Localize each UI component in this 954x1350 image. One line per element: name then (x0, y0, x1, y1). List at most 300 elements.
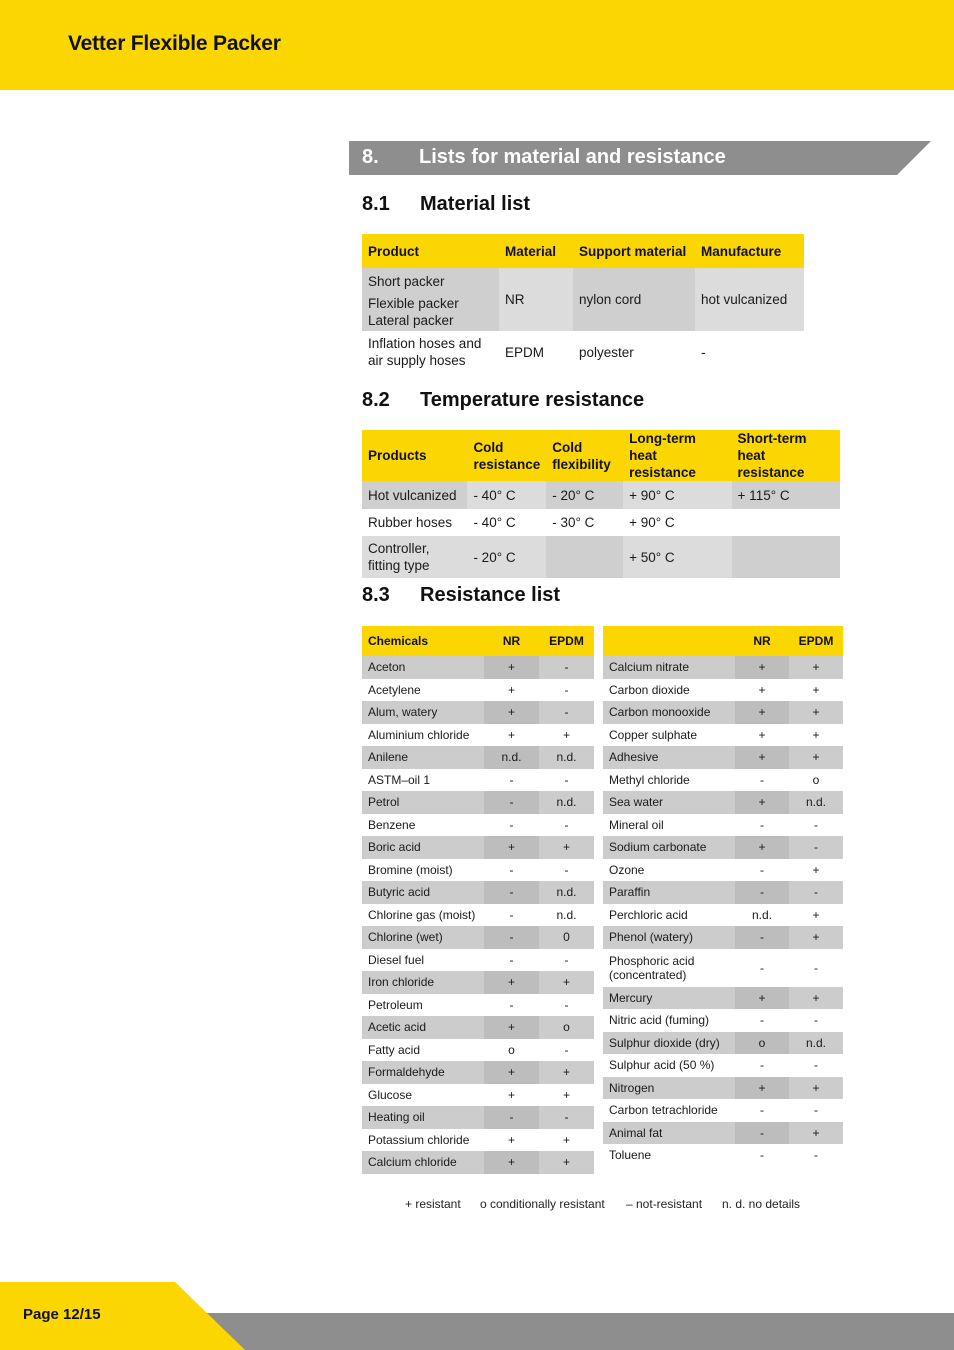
resistance-row (603, 656, 843, 679)
epdm-value: + (812, 862, 820, 877)
resistance-heading (362, 584, 560, 607)
chemical-name-line: Potassium chloride (368, 1132, 470, 1147)
temp-cold-flex (546, 536, 623, 578)
epdm-value: - (814, 960, 818, 975)
resistance-row (603, 1032, 843, 1055)
resistance-row (362, 769, 594, 792)
chemical-name-line: Perchloric acid (609, 907, 688, 922)
product-line: fitting type (368, 558, 430, 573)
chemical-name-line: Carbon dioxide (609, 682, 690, 697)
epdm-value: o (539, 1016, 594, 1039)
material-col-product: Product (362, 234, 499, 268)
chemical-name (603, 1077, 735, 1100)
nr-value: + (507, 682, 515, 697)
resistance-right-header (603, 626, 843, 656)
col-epdm: EPDM (789, 626, 843, 656)
product-line: Controller, (368, 541, 430, 556)
epdm-value: + (539, 1151, 594, 1174)
chemical-name (603, 769, 735, 792)
temperature-heading-text: Temperature resistance (420, 389, 645, 411)
chemical-name-line: Boric acid (368, 840, 421, 855)
chemical-name-line: Acetylene (368, 682, 421, 697)
chemical-name (603, 791, 735, 814)
nr-value: o (735, 1032, 789, 1055)
chemical-name-line: (concentrated) (609, 967, 687, 982)
nr-value: + (735, 987, 789, 1010)
resistance-row (362, 949, 594, 972)
resistance-heading-text: Resistance list (420, 584, 561, 606)
material-col-material: Material (499, 234, 573, 268)
nr-value: - (735, 881, 789, 904)
epdm-value: - (539, 1106, 594, 1129)
chemical-name-line: Bromine (moist) (368, 862, 453, 877)
temp-short-heat (732, 536, 840, 578)
legend-conditional: o conditionally resistant (480, 1197, 605, 1211)
chemical-name (603, 949, 735, 987)
epdm-value: + (789, 1122, 843, 1145)
chemical-name (362, 746, 484, 769)
temp-short-heat (732, 509, 840, 536)
epdm-value: - (564, 862, 569, 877)
chemical-name (603, 814, 735, 837)
col-label: resistance (473, 456, 541, 472)
page-number: Page 12/15 (23, 1306, 101, 1323)
chemical-name-line: Benzene (368, 817, 416, 832)
epdm-value: - (814, 817, 818, 832)
chemical-name-line: Petrol (368, 795, 400, 810)
temp-long-heat: + 90° C (623, 481, 731, 509)
temperature-header-row (362, 430, 840, 481)
chemical-name-line: Calcium nitrate (609, 660, 690, 675)
chemical-name (362, 791, 484, 814)
manufacture-value: - (701, 344, 706, 360)
chemical-name-line: Heating oil (368, 1110, 425, 1125)
chemical-name (603, 859, 735, 882)
temp-product (362, 536, 467, 578)
nr-value: - (484, 791, 539, 814)
section-number: 8. (362, 146, 379, 168)
chemical-name (603, 836, 735, 859)
epdm-value: n.d. (539, 791, 594, 814)
nr-value: + (735, 1077, 789, 1100)
product-line: Inflation hoses and (368, 336, 482, 351)
resistance-row (362, 1106, 594, 1129)
resistance-row (362, 1151, 594, 1174)
resistance-row (362, 926, 594, 949)
epdm-value: + (789, 987, 843, 1010)
chemical-name (362, 971, 484, 994)
chemical-name-line: Copper sulphate (609, 727, 698, 742)
chemical-name-line: Anilene (368, 750, 409, 765)
col-label: Products (368, 448, 427, 463)
chemical-name (362, 949, 484, 972)
epdm-value: + (562, 727, 570, 742)
chemical-name-line: Glucose (368, 1087, 413, 1102)
chemical-name-line: Mercury (609, 990, 653, 1005)
epdm-value: n.d. (789, 1032, 843, 1055)
chemical-name (362, 1129, 484, 1152)
epdm-value: + (539, 971, 594, 994)
epdm-value: + (789, 1077, 843, 1100)
legend-no-details: n. d. no details (722, 1197, 801, 1211)
chemical-name (362, 1016, 484, 1039)
temp-long-heat: + 50° C (623, 536, 731, 578)
material-col-manufacture: Manufacture (695, 234, 804, 268)
temp-col-short-term (732, 430, 840, 481)
chemical-name-line: Carbon tetrachloride (609, 1103, 718, 1118)
nr-value: - (760, 1058, 764, 1073)
chemical-name (362, 1084, 484, 1107)
nr-value: - (509, 907, 514, 922)
chemical-name (362, 1106, 484, 1129)
nr-value: + (735, 791, 789, 814)
nr-value: - (509, 997, 514, 1012)
chemical-name-line: Diesel fuel (368, 952, 425, 967)
col-label: Cold (552, 439, 583, 455)
chemical-name-line: Iron chloride (368, 975, 435, 990)
epdm-value: - (814, 1148, 818, 1163)
chemical-name-line: Chlorine gas (moist) (368, 907, 476, 922)
nr-value: + (735, 746, 789, 769)
material-col-support: Support material (573, 234, 695, 268)
chemical-name-line: Fatty acid (368, 1042, 421, 1057)
chemical-name-line: Animal fat (609, 1125, 663, 1140)
nr-value: - (735, 1122, 789, 1145)
epdm-value: + (789, 656, 843, 679)
resistance-row (362, 679, 594, 702)
chemical-name (603, 656, 735, 679)
col-label: Cold (473, 439, 504, 455)
chemical-name-line: Adhesive (609, 750, 659, 765)
epdm-value: - (814, 1013, 818, 1028)
temp-cold-flex: - 30° C (552, 515, 595, 530)
nr-value: + (735, 656, 789, 679)
col-label: heat resistance (737, 448, 805, 480)
col-label: flexibility (552, 456, 611, 472)
resistance-row (362, 859, 594, 882)
resistance-row (603, 926, 843, 949)
chemical-name (603, 926, 735, 949)
nr-value: + (484, 1016, 539, 1039)
chemical-name (362, 881, 484, 904)
chemical-name-line: Phenol (watery) (609, 930, 694, 945)
chemical-name-line: Butyric acid (368, 885, 431, 900)
epdm-value: + (789, 746, 843, 769)
nr-value: + (507, 727, 515, 742)
epdm-value: - (564, 997, 569, 1012)
epdm-value: - (539, 701, 594, 724)
epdm-value: + (789, 701, 843, 724)
nr-value: - (760, 1148, 764, 1163)
chemical-name (362, 994, 484, 1017)
material-product-cell (362, 268, 499, 331)
chemical-name-line: Paraffin (609, 885, 651, 900)
epdm-value: - (564, 817, 569, 832)
epdm-value: - (564, 1042, 569, 1057)
chemical-name-line: Formaldehyde (368, 1065, 445, 1080)
chemical-name (603, 1054, 735, 1077)
temperature-row (362, 481, 840, 509)
chemical-name (362, 1061, 484, 1084)
temp-cold-res: - 40° C (467, 481, 546, 509)
chemical-name (603, 1032, 735, 1055)
temperature-row (362, 509, 840, 536)
resistance-row (362, 994, 594, 1017)
resistance-row (603, 987, 843, 1010)
chemical-name-line: Methyl chloride (609, 772, 690, 787)
chemical-name (362, 814, 484, 837)
temperature-heading-number: 8.2 (362, 389, 390, 411)
chemical-name-line: Carbon monooxide (609, 705, 711, 720)
resistance-row (362, 701, 594, 724)
chemical-name (362, 904, 484, 927)
epdm-value: - (789, 836, 843, 859)
temp-cold-flex: - 20° C (546, 481, 623, 509)
temp-short-heat: + 115° C (732, 481, 840, 509)
resistance-row (603, 1054, 843, 1077)
col-chemicals: Chemicals (362, 626, 484, 656)
epdm-value: + (789, 926, 843, 949)
temperature-row (362, 536, 840, 578)
resistance-row (362, 971, 594, 994)
epdm-value: - (814, 1058, 818, 1073)
epdm-value: - (564, 682, 569, 697)
section-title: Lists for material and resistance (419, 146, 726, 168)
chemical-name (362, 679, 484, 702)
temp-col-long-term (623, 430, 731, 481)
chemical-name-line: Alum, watery (368, 705, 438, 720)
epdm-value: + (562, 1132, 570, 1147)
temp-cold-res: - 40° C (473, 515, 516, 530)
product-line: Lateral packer (368, 312, 454, 328)
chemical-name (362, 836, 484, 859)
resistance-row (362, 656, 594, 679)
epdm-value: + (562, 1087, 570, 1102)
nr-value: + (484, 701, 539, 724)
material-row (362, 331, 804, 373)
col-nr: NR (735, 626, 789, 656)
nr-value: n.d. (484, 746, 539, 769)
resistance-row (603, 724, 843, 747)
document-title: Vetter Flexible Packer (68, 32, 281, 55)
nr-value: + (484, 1061, 539, 1084)
chemical-name-line: Aluminium chloride (368, 727, 470, 742)
chemical-name-line: Ozone (609, 862, 645, 877)
resistance-row (362, 814, 594, 837)
epdm-value: - (539, 656, 594, 679)
chemical-name-line: Aceton (368, 660, 406, 675)
chemical-name (603, 987, 735, 1010)
material-value: NR (499, 268, 573, 331)
resistance-row (603, 679, 843, 702)
resistance-table-left (362, 626, 594, 1174)
chemical-name (362, 701, 484, 724)
nr-value: n.d. (751, 907, 772, 922)
nr-value: - (484, 926, 539, 949)
nr-value: - (760, 1103, 764, 1118)
nr-value: - (484, 1106, 539, 1129)
manufacture-value: hot vulcanized (695, 268, 804, 331)
resistance-row (362, 791, 594, 814)
resistance-row (603, 1077, 843, 1100)
chemical-name-line: Sulphur dioxide (dry) (609, 1035, 720, 1050)
nr-value: + (735, 836, 789, 859)
epdm-value: + (812, 907, 820, 922)
epdm-value: + (812, 727, 820, 742)
epdm-value: - (789, 881, 843, 904)
chemical-name (362, 859, 484, 882)
temp-long-heat: + 90° C (629, 515, 675, 530)
epdm-value: n.d. (539, 881, 594, 904)
temperature-heading (362, 389, 644, 412)
chemical-name (603, 1144, 735, 1167)
nr-value: - (735, 926, 789, 949)
legend-not-resistant: – not-resistant (626, 1197, 703, 1211)
epdm-value: + (539, 1061, 594, 1084)
nr-value: + (735, 701, 789, 724)
chemical-name (362, 769, 484, 792)
epdm-value: n.d. (789, 791, 843, 814)
nr-value: - (760, 772, 764, 787)
temp-cold-res: - 20° C (467, 536, 546, 578)
resistance-row (362, 746, 594, 769)
chemical-name (603, 701, 735, 724)
chemical-name (603, 746, 735, 769)
nr-value: - (484, 881, 539, 904)
nr-value: + (507, 1087, 515, 1102)
epdm-value: + (539, 836, 594, 859)
resistance-row (603, 904, 843, 927)
resistance-row (362, 1084, 594, 1107)
material-header-row (362, 234, 804, 268)
material-product-cell (362, 331, 499, 373)
resistance-row (603, 1122, 843, 1145)
chemical-name (603, 1122, 735, 1145)
chemical-name (362, 724, 484, 747)
resistance-row (603, 1144, 843, 1167)
legend-resistant: + resistant (405, 1197, 461, 1211)
resistance-row (362, 1016, 594, 1039)
resistance-row (603, 1009, 843, 1032)
resistance-row (362, 836, 594, 859)
material-heading (362, 193, 530, 216)
temp-product: Rubber hoses (368, 515, 453, 530)
epdm-value: - (564, 772, 569, 787)
nr-value: - (509, 952, 514, 967)
nr-value: + (507, 1132, 515, 1147)
chemical-name-line: Sodium carbonate (609, 840, 707, 855)
col-epdm: EPDM (539, 626, 594, 656)
product-line: Short packer (368, 273, 445, 289)
support-value: polyester (579, 344, 634, 360)
chemical-name (362, 1151, 484, 1174)
chemical-name (362, 656, 484, 679)
resistance-row (603, 949, 843, 987)
col-label: heat resistance (629, 448, 696, 480)
resistance-row (603, 859, 843, 882)
nr-value: - (509, 772, 514, 787)
col-label: Short-term (737, 431, 807, 446)
product-line: air supply hoses (368, 353, 466, 368)
nr-value: + (484, 656, 539, 679)
nr-value: - (760, 862, 764, 877)
chemical-name-line: Mineral oil (609, 817, 664, 832)
chemical-name (362, 1039, 484, 1062)
chemical-name (603, 1009, 735, 1032)
nr-value: - (509, 862, 514, 877)
product-line: Flexible packer (368, 295, 459, 311)
chemical-name-line: Chlorine (wet) (368, 930, 443, 945)
nr-value: - (760, 817, 764, 832)
chemical-name-line: Toluene (609, 1148, 652, 1163)
chemical-name-line: Sulphur acid (50 %) (609, 1058, 715, 1073)
chemical-name-line: ASTM–oil 1 (368, 772, 431, 787)
epdm-value: + (812, 682, 820, 697)
resistance-row (362, 904, 594, 927)
resistance-row (362, 724, 594, 747)
chemical-name-line: Acetic acid (368, 1020, 427, 1035)
resistance-row (362, 1039, 594, 1062)
temp-product: Hot vulcanized (362, 481, 467, 509)
resistance-table-right (603, 626, 843, 1167)
epdm-value: n.d. (539, 746, 594, 769)
epdm-value: o (812, 772, 820, 787)
nr-value: + (484, 836, 539, 859)
epdm-value: n.d. (556, 907, 577, 922)
resistance-left-header (362, 626, 594, 656)
col-label: Long-term (629, 431, 696, 446)
chemical-name (362, 926, 484, 949)
nr-value: - (760, 960, 764, 975)
chemical-name-line: Nitrogen (609, 1080, 655, 1095)
resistance-row (603, 836, 843, 859)
material-row (362, 268, 804, 331)
col-nr: NR (484, 626, 539, 656)
resistance-row (603, 814, 843, 837)
resistance-row (603, 1099, 843, 1122)
material-heading-number: 8.1 (362, 193, 390, 215)
nr-value: + (484, 1151, 539, 1174)
section-banner (349, 141, 931, 175)
resistance-heading-number: 8.3 (362, 584, 390, 606)
resistance-row (603, 746, 843, 769)
resistance-row (362, 1129, 594, 1152)
temp-col-cold-flexibility (546, 430, 623, 481)
epdm-value: 0 (539, 926, 594, 949)
resistance-row (603, 701, 843, 724)
epdm-value: - (564, 952, 569, 967)
nr-value: + (484, 971, 539, 994)
resistance-row (362, 1061, 594, 1084)
chemical-name-line: Calcium chloride (368, 1155, 457, 1170)
temp-col-cold-resistance (467, 430, 546, 481)
material-table (362, 234, 804, 373)
nr-value: - (509, 817, 514, 832)
chemical-name (603, 881, 735, 904)
material-heading-text: Material list (420, 193, 531, 215)
chemical-name (603, 1099, 735, 1122)
chemical-name-line: Phosphoric acid (609, 953, 695, 968)
chemical-name (603, 724, 735, 747)
nr-value: o (508, 1042, 515, 1057)
nr-value: + (758, 727, 766, 742)
chemical-name-line: Sea water (609, 795, 664, 810)
temperature-table (362, 430, 840, 578)
support-value: nylon cord (573, 268, 695, 331)
resistance-row (603, 791, 843, 814)
chemical-name (603, 679, 735, 702)
resistance-row (603, 881, 843, 904)
